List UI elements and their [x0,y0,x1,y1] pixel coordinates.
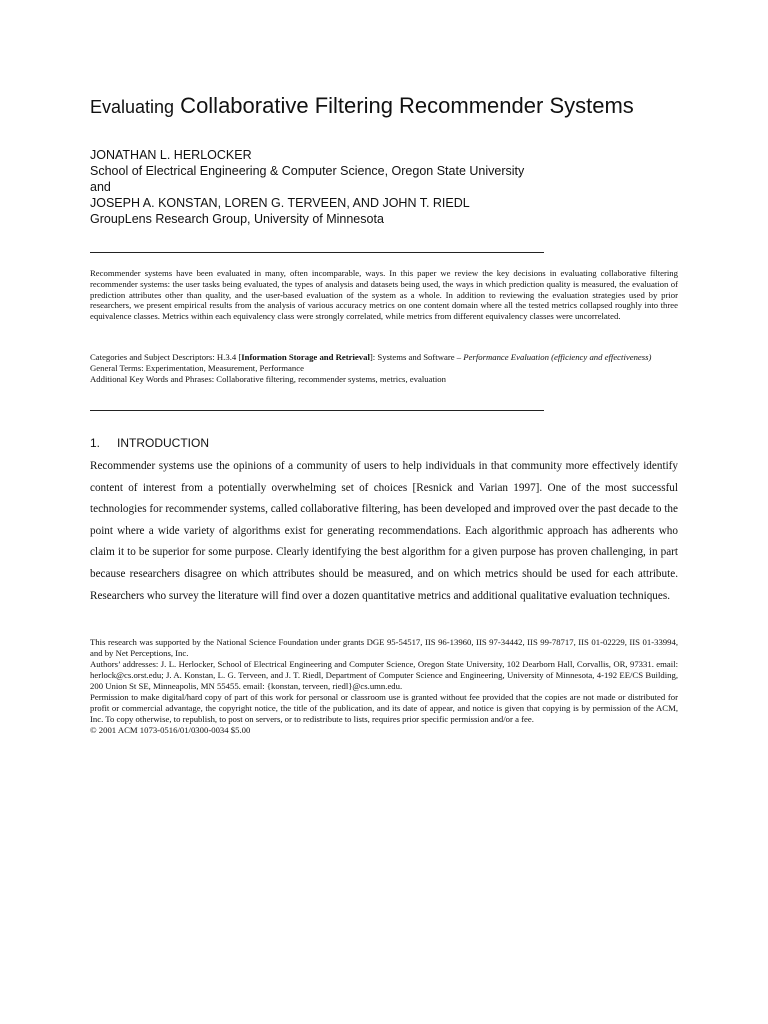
author-line-1: JONATHAN L. HERLOCKER [90,148,252,162]
intro-paragraph: Recommender systems use the opinions of a community of users to help individuals in that community more effectively identify content of interest from a potentially overwhelming set of choices [Resnick and Varian 1997]. One of the most successful technologies for recommender systems, called collaborative filtering, has been developed and improved over the past decade to the point where a wide variety of algorithms exist for generating recommendations. Each algorithmic approach has adherents who claim it to be superior for some purpose. Clearly identifying the best algorithm for a given purpose has proven challenging, in part because researchers disagree on which attributes should be measured, and on which metrics should be used for each attribute. Researchers who survey the literature will find over a dozen quantitative metrics and additional qualitative evaluation techniques. [90,460,678,602]
section-heading [90,436,209,450]
categories-descriptors [90,352,678,363]
keywords: Additional Key Words and Phrases: Collaborative filtering, recommender systems, metrics, evaluation [90,373,446,384]
footnote-funding: This research was supported by the National Science Foundation under grants DGE 95-54517, IIS 96-13960, IIS 97-34442, IIS 99-78717, IIS 01-02229, IIS 01-33994, and by Net Perceptions, Inc. [90,637,678,658]
bottom-divider [90,410,544,411]
section-number: 1. [90,436,101,450]
author-block [90,147,690,227]
top-divider [90,252,544,253]
footnotes [90,637,678,736]
affiliation-2: GroupLens Research Group, University of Minnesota [90,212,384,226]
title-lead: Evaluating [90,97,175,117]
affiliation-1: School of Electrical Engineering & Computer Science, Oregon State University [90,164,525,178]
abstract: Recommender systems have been evaluated in many, often incomparable, ways. In this paper we review the key decisions in evaluating collaborative filtering recommender systems: the user tasks being evaluated, the types of analysis and datasets being used, the ways in which prediction quality is measured, the evaluation of prediction attributes other than quality, and the user-based evaluation of the system as a whole. In addition to reviewing the evaluation strategies used by prior researchers, we present empirical results from the analysis of various accuracy metrics on one content domain where all the tested metrics collapsed roughly into three equivalence classes. Metrics within each equivalency class were strongly correlated, while metrics from different equivalency classes were uncorrelated. [90,268,678,322]
categories-bold: Information Storage and Retrieval [241,352,370,362]
paper-title [90,93,690,119]
title-rest: Collaborative Filtering Recommender Systems [174,93,634,118]
categories-prefix: Categories and Subject Descriptors: H.3.4 [ [90,352,242,362]
categories-mid: ]: Systems and Software – [369,352,464,362]
footnote-permission: Permission to make digital/hard copy of part of this work for personal or classroom use is granted without fee provided that the copies are not made or distributed for profit or commercial advantage, the copyright notice, the title of the publication, and its date of appear, and notice is given that copying is by permission of the ACM, Inc. To copy otherwise, to republish, to post on servers, or to redistribute to lists, requires prior specific permission and/or a fee. [90,692,678,724]
author-line-2: JOSEPH A. KONSTAN, LOREN G. TERVEEN, AND JOHN T. RIEDL [90,196,470,210]
metadata-block [90,352,678,384]
copyright-line: © 2001 ACM 1073-0516/01/0300-0034 $5.00 [90,725,251,735]
general-terms: General Terms: Experimentation, Measurement, Performance [90,362,304,373]
footnote-addresses: Authors’ addresses: J. L. Herlocker, School of Electrical Engineering and Computer Science, Oregon State University, 102 Dearborn Hall, Corvallis, OR, 97331. email: herlock@cs.orst.edu; J. A. Konstan, L. G. Terveen, and J. T. Riedl, Department of Computer Science and Engineering, University of Minnesota, 4-192 EE/CS Building, 200 Union St SE, Minneapolis, MN 55455. email: {konstan, terveen, riedl}@cs.umn.edu. [90,659,678,691]
section-title: INTRODUCTION [117,436,209,450]
categories-italic: Performance Evaluation (efficiency and effectiveness) [463,352,652,362]
author-and: and [90,180,111,194]
